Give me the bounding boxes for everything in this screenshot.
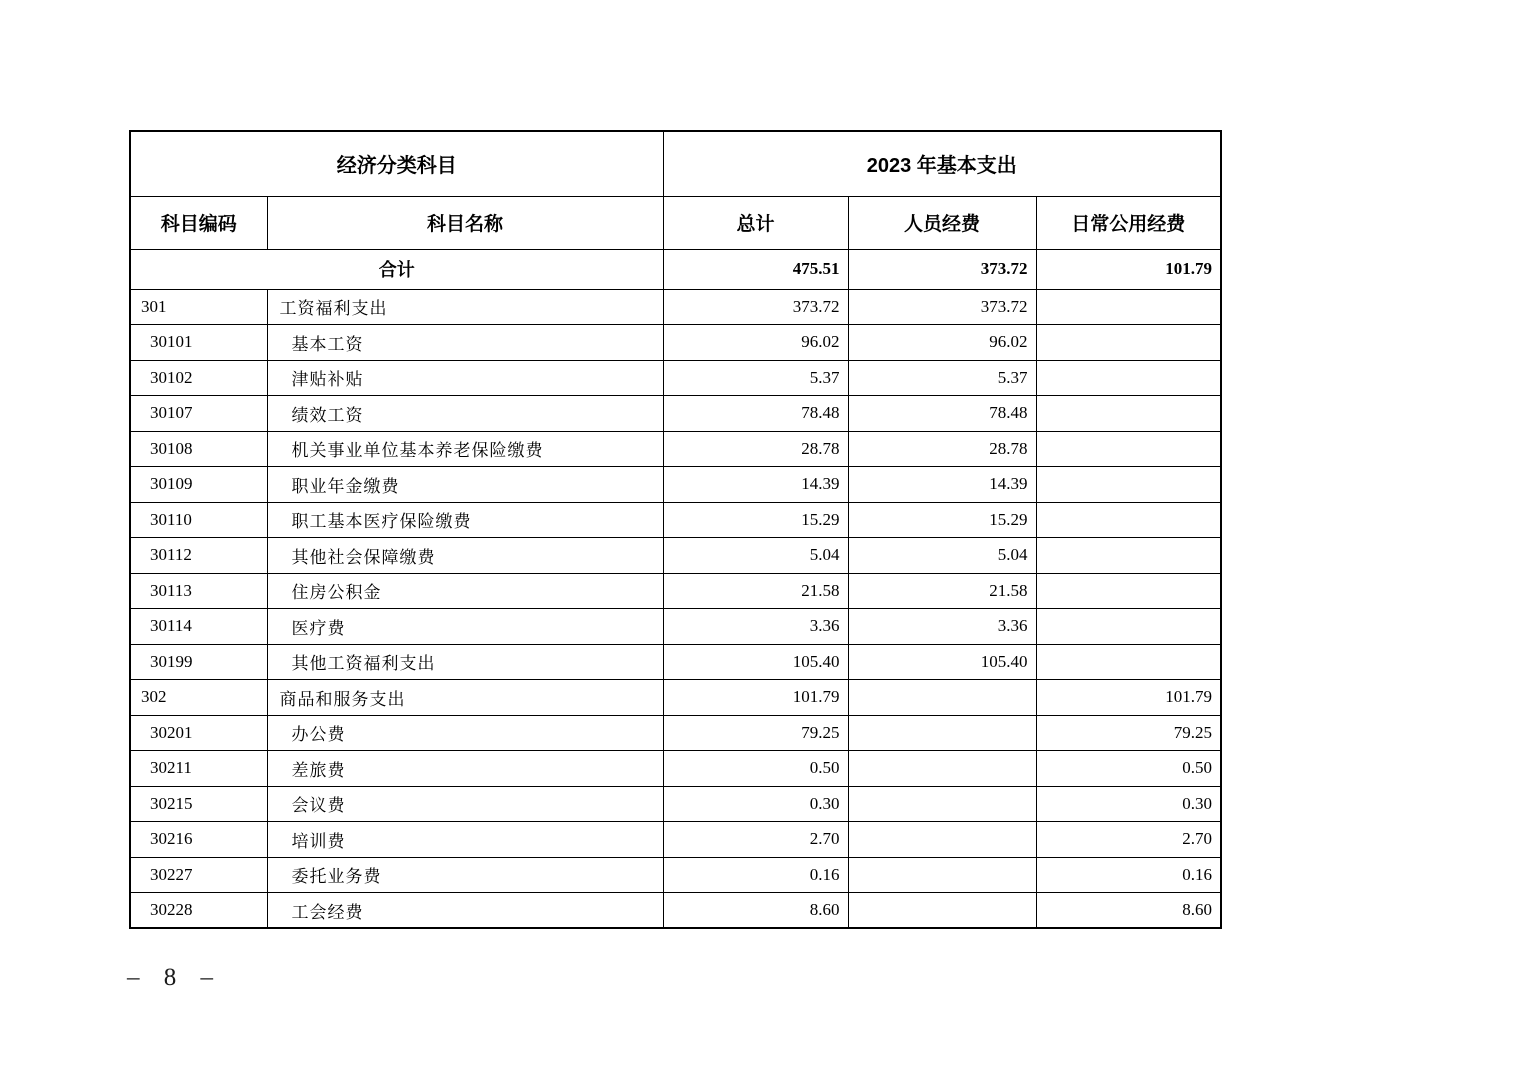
personnel-cell	[848, 822, 1036, 858]
col-header-subject-code: 科目编码	[130, 196, 267, 249]
table-row	[130, 680, 1221, 716]
total-row-daily-value: 101.79	[1036, 249, 1221, 289]
personnel-cell	[848, 715, 1036, 751]
table-row	[130, 822, 1221, 858]
personnel-cell	[848, 786, 1036, 822]
subject-name-cell: 职业年金缴费	[267, 467, 663, 503]
subject-name-cell: 商品和服务支出	[267, 680, 663, 716]
daily-cell	[1036, 609, 1221, 645]
table-row	[130, 573, 1221, 609]
daily-cell	[1036, 538, 1221, 574]
total-cell: 0.16	[663, 857, 848, 893]
table-row	[130, 431, 1221, 467]
total-row	[130, 249, 1221, 289]
subject-name-cell: 住房公积金	[267, 573, 663, 609]
daily-cell: 8.60	[1036, 893, 1221, 929]
personnel-cell: 105.40	[848, 644, 1036, 680]
personnel-cell: 78.48	[848, 396, 1036, 432]
table-row	[130, 644, 1221, 680]
subject-name-cell: 差旅费	[267, 751, 663, 787]
daily-cell	[1036, 573, 1221, 609]
table-row	[130, 786, 1221, 822]
total-cell: 0.30	[663, 786, 848, 822]
subject-name-cell: 机关事业单位基本养老保险缴费	[267, 431, 663, 467]
daily-cell: 0.16	[1036, 857, 1221, 893]
total-cell: 78.48	[663, 396, 848, 432]
table-row	[130, 751, 1221, 787]
total-cell: 101.79	[663, 680, 848, 716]
subject-code-cell: 30228	[130, 893, 267, 929]
subject-code-cell: 30112	[130, 538, 267, 574]
header-2023-basic-expenditure: 2023 年基本支出	[663, 131, 1221, 196]
subject-name-cell: 其他工资福利支出	[267, 644, 663, 680]
total-row-personnel-value: 373.72	[848, 249, 1036, 289]
subject-code-cell: 30108	[130, 431, 267, 467]
col-header-personnel-funds: 人员经费	[848, 196, 1036, 249]
table-row	[130, 502, 1221, 538]
table-row	[130, 289, 1221, 325]
subject-name-cell: 办公费	[267, 715, 663, 751]
total-cell: 79.25	[663, 715, 848, 751]
total-cell: 5.04	[663, 538, 848, 574]
subject-code-cell: 30113	[130, 573, 267, 609]
subject-name-cell: 医疗费	[267, 609, 663, 645]
subject-name-cell: 其他社会保障缴费	[267, 538, 663, 574]
daily-cell	[1036, 396, 1221, 432]
personnel-cell: 15.29	[848, 502, 1036, 538]
personnel-cell	[848, 680, 1036, 716]
personnel-cell: 21.58	[848, 573, 1036, 609]
subject-code-cell: 30216	[130, 822, 267, 858]
table-row	[130, 857, 1221, 893]
subject-code-cell: 30102	[130, 360, 267, 396]
subject-code-cell: 30107	[130, 396, 267, 432]
subject-code-cell: 30227	[130, 857, 267, 893]
total-cell: 3.36	[663, 609, 848, 645]
table-row	[130, 609, 1221, 645]
table-header-group-row	[130, 131, 1221, 196]
daily-cell	[1036, 325, 1221, 361]
budget-table	[129, 130, 1222, 929]
subject-code-cell: 301	[130, 289, 267, 325]
subject-name-cell: 津贴补贴	[267, 360, 663, 396]
subject-name-cell: 绩效工资	[267, 396, 663, 432]
total-cell: 14.39	[663, 467, 848, 503]
subject-code-cell: 30199	[130, 644, 267, 680]
personnel-cell: 5.04	[848, 538, 1036, 574]
subject-name-cell: 职工基本医疗保险缴费	[267, 502, 663, 538]
col-header-total: 总计	[663, 196, 848, 249]
total-cell: 8.60	[663, 893, 848, 929]
page-number: – 8 –	[127, 964, 222, 991]
total-cell: 2.70	[663, 822, 848, 858]
total-cell: 28.78	[663, 431, 848, 467]
header-economic-classification: 经济分类科目	[130, 131, 663, 196]
personnel-cell	[848, 857, 1036, 893]
table-body	[130, 249, 1221, 928]
daily-cell: 0.50	[1036, 751, 1221, 787]
daily-cell	[1036, 360, 1221, 396]
table-row	[130, 715, 1221, 751]
personnel-cell: 28.78	[848, 431, 1036, 467]
daily-cell	[1036, 431, 1221, 467]
total-cell: 5.37	[663, 360, 848, 396]
subject-name-cell: 委托业务费	[267, 857, 663, 893]
daily-cell: 79.25	[1036, 715, 1221, 751]
subject-code-cell: 30110	[130, 502, 267, 538]
subject-name-cell: 会议费	[267, 786, 663, 822]
daily-cell	[1036, 644, 1221, 680]
subject-code-cell: 302	[130, 680, 267, 716]
daily-cell: 101.79	[1036, 680, 1221, 716]
total-cell: 105.40	[663, 644, 848, 680]
personnel-cell: 14.39	[848, 467, 1036, 503]
daily-cell: 0.30	[1036, 786, 1221, 822]
subject-code-cell: 30101	[130, 325, 267, 361]
subject-name-cell: 工会经费	[267, 893, 663, 929]
subject-name-cell: 基本工资	[267, 325, 663, 361]
table-row	[130, 360, 1221, 396]
personnel-cell	[848, 893, 1036, 929]
table-row	[130, 893, 1221, 929]
total-cell: 96.02	[663, 325, 848, 361]
daily-cell	[1036, 467, 1221, 503]
personnel-cell: 3.36	[848, 609, 1036, 645]
table-header	[130, 131, 1221, 249]
table-row	[130, 467, 1221, 503]
subject-code-cell: 30109	[130, 467, 267, 503]
personnel-cell: 96.02	[848, 325, 1036, 361]
total-row-label: 合计	[130, 249, 663, 289]
total-row-total-value: 475.51	[663, 249, 848, 289]
table-row	[130, 396, 1221, 432]
table-row	[130, 538, 1221, 574]
daily-cell	[1036, 289, 1221, 325]
table-row	[130, 325, 1221, 361]
personnel-cell	[848, 751, 1036, 787]
col-header-daily-public-funds: 日常公用经费	[1036, 196, 1221, 249]
total-cell: 21.58	[663, 573, 848, 609]
personnel-cell: 5.37	[848, 360, 1036, 396]
subject-name-cell: 培训费	[267, 822, 663, 858]
daily-cell: 2.70	[1036, 822, 1221, 858]
col-header-subject-name: 科目名称	[267, 196, 663, 249]
table-header-column-row	[130, 196, 1221, 249]
daily-cell	[1036, 502, 1221, 538]
total-cell: 373.72	[663, 289, 848, 325]
subject-name-cell: 工资福利支出	[267, 289, 663, 325]
subject-code-cell: 30211	[130, 751, 267, 787]
personnel-cell: 373.72	[848, 289, 1036, 325]
total-cell: 15.29	[663, 502, 848, 538]
total-cell: 0.50	[663, 751, 848, 787]
subject-code-cell: 30215	[130, 786, 267, 822]
subject-code-cell: 30201	[130, 715, 267, 751]
subject-code-cell: 30114	[130, 609, 267, 645]
